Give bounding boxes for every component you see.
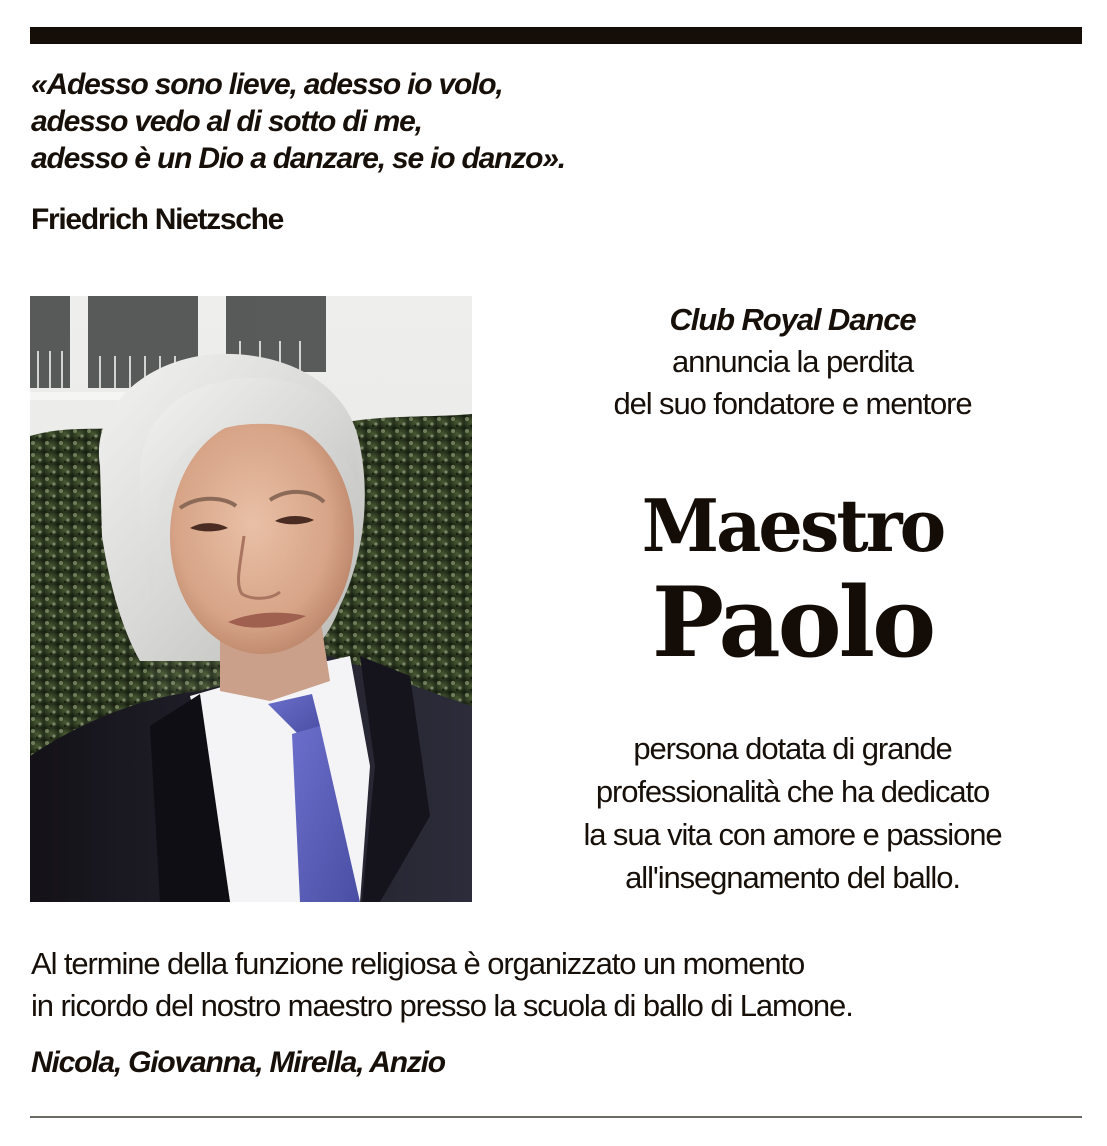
bottom-divider xyxy=(30,1116,1082,1118)
quote-author: Friedrich Nietzsche xyxy=(31,203,284,236)
announcement-line: annuncia la perdita xyxy=(671,344,914,379)
deceased-name-heading xyxy=(560,478,1025,678)
deceased-name: Paolo xyxy=(651,566,934,679)
tribute-line: all'insegnamento del ballo. xyxy=(625,860,960,895)
closing-line: in ricordo del nostro maestro presso la scuola di ballo di Lamone. xyxy=(31,988,853,1023)
tribute-text xyxy=(540,727,1045,899)
tribute-line: la sua vita con amore e passione xyxy=(583,817,1002,852)
tribute-line: persona dotata di grande xyxy=(633,731,952,766)
portrait-photo xyxy=(30,296,472,902)
quote-line: adesso è un Dio a danzare, se io danzo». xyxy=(31,142,565,175)
tribute-line: professionalità che ha dedicato xyxy=(595,774,990,809)
organization-name: Club Royal Dance xyxy=(669,302,916,337)
quote-line: adesso vedo al di sotto di me, xyxy=(31,105,422,138)
quote-line: «Adesso sono lieve, adesso io volo, xyxy=(31,68,503,101)
announcement-line: del suo fondatore e mentore xyxy=(613,386,972,421)
epigraph-quote xyxy=(31,66,565,177)
closing-line: Al termine della funzione religiosa è organizzato un momento xyxy=(31,946,805,981)
announcement xyxy=(540,299,1045,425)
signatures: Nicola, Giovanna, Mirella, Anzio xyxy=(31,1046,445,1079)
honorific-title: Maestro xyxy=(641,483,944,568)
top-border-bar xyxy=(30,27,1082,44)
portrait-illustration xyxy=(30,296,472,902)
closing-paragraph xyxy=(31,943,853,1027)
